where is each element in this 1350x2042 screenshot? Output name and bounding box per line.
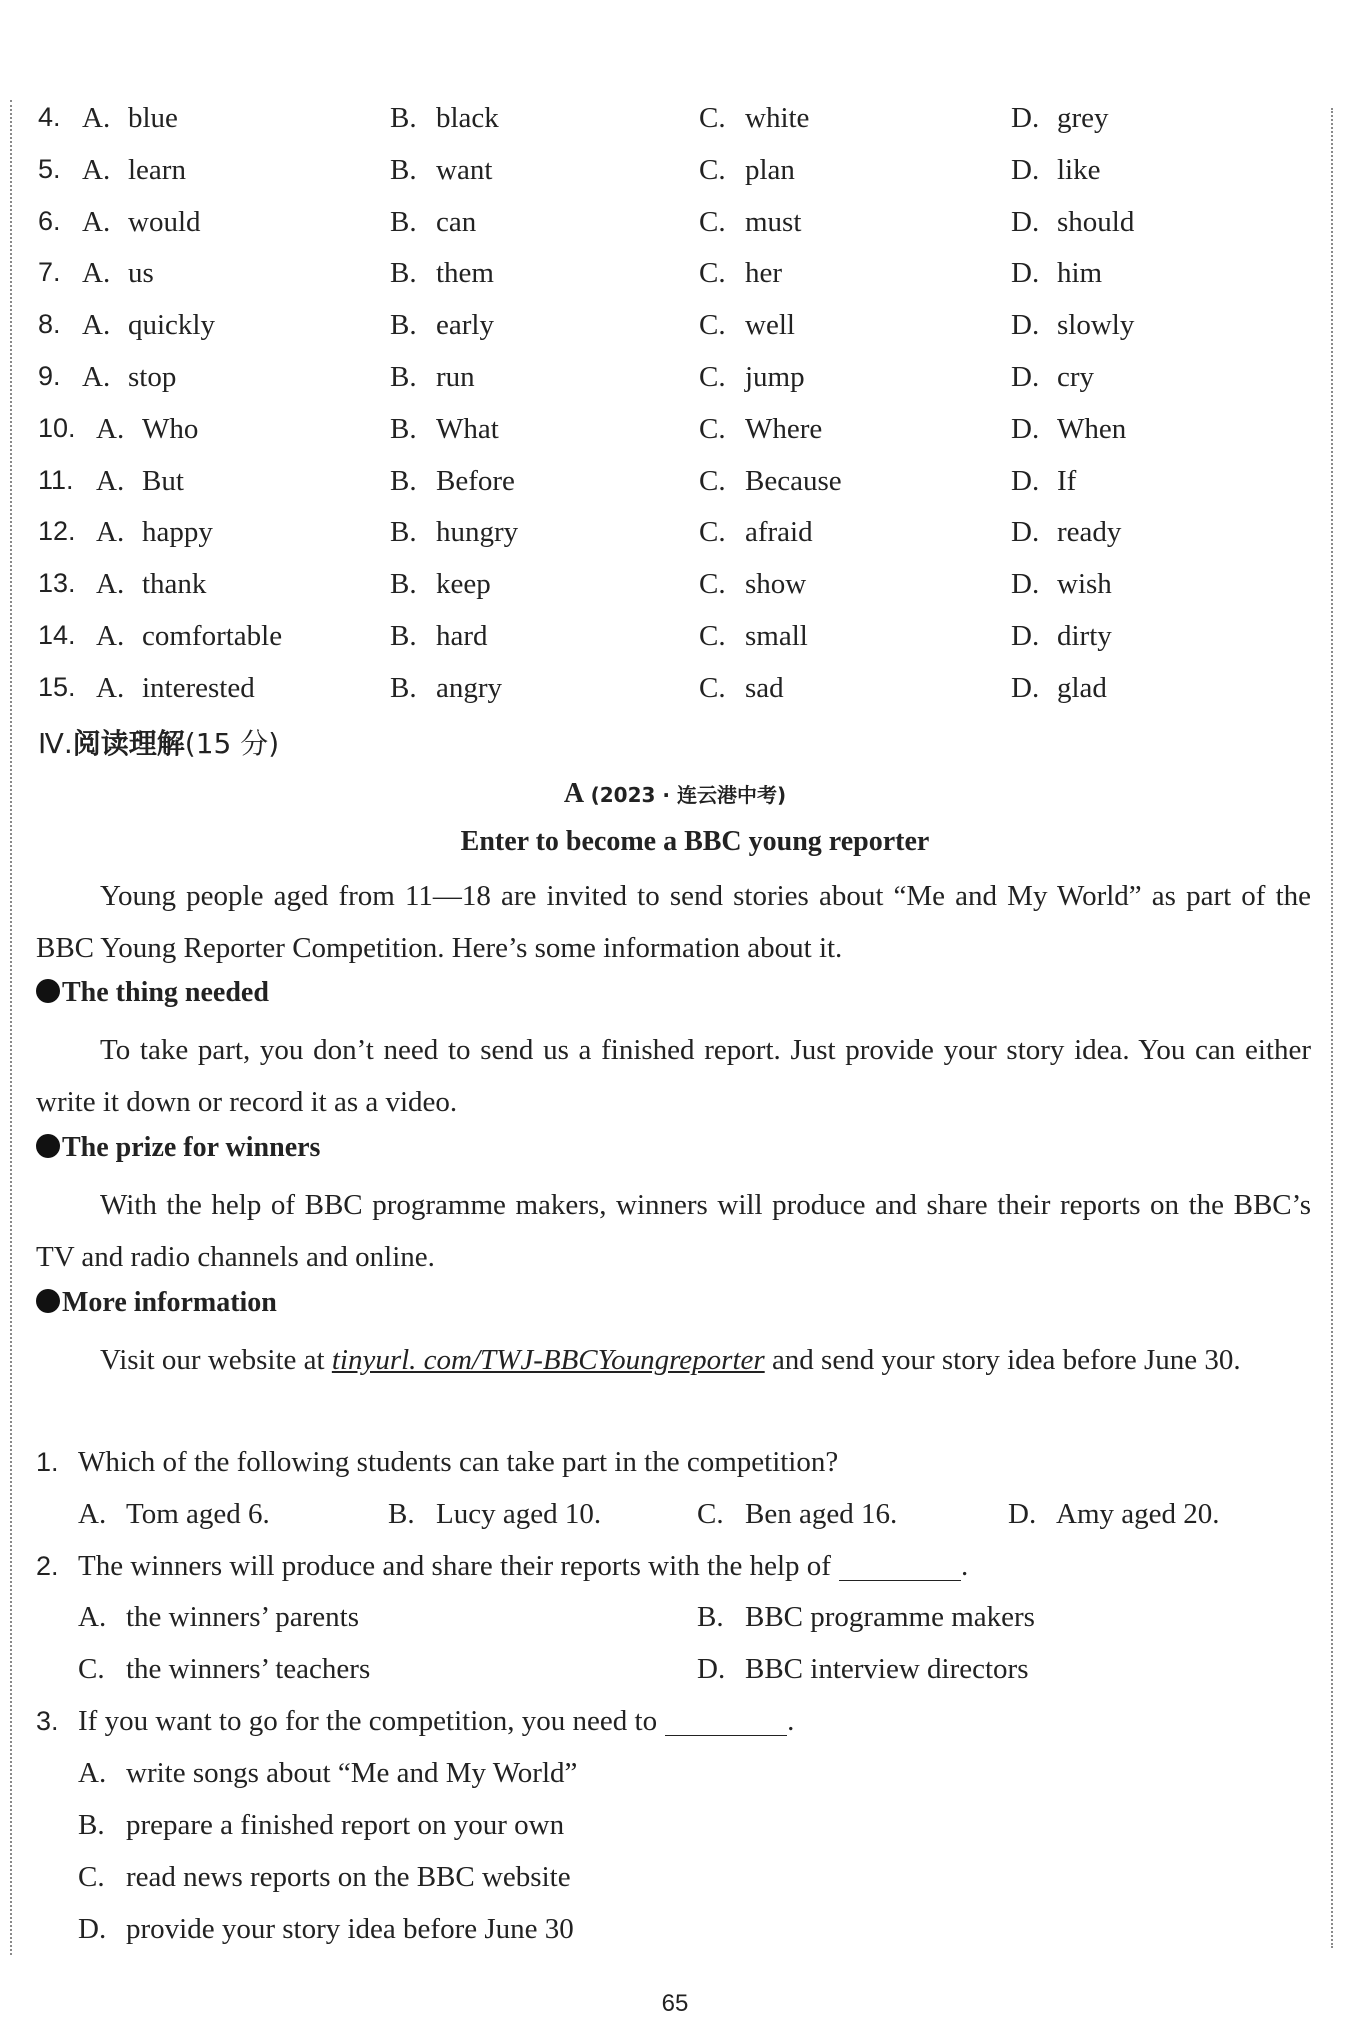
cloze-question-number: 7. — [38, 257, 61, 288]
cloze-row — [38, 257, 1318, 297]
q1-option-c[interactable]: C. Ben aged 16. — [697, 1498, 898, 1530]
cloze-row — [38, 568, 1318, 608]
cloze-row — [38, 309, 1318, 349]
cloze-option-b[interactable]: B. early — [390, 309, 494, 342]
q2-option-c[interactable]: C. the winners’ teachers — [78, 1653, 371, 1685]
section-title: 阅读理解 — [72, 727, 185, 760]
q2-option-b[interactable]: B. BBC programme makers — [697, 1601, 1035, 1633]
q1-option-a[interactable]: A. Tom aged 6. — [78, 1498, 270, 1530]
cloze-option-c[interactable]: C. small — [699, 620, 808, 652]
cloze-option-a[interactable]: A. comfortable — [96, 620, 283, 652]
cloze-option-c[interactable]: C. white — [699, 102, 810, 134]
passage-intro: Young people aged from 11—18 are invited to send stories about “Me and My World” as part of the BBC Young Reporter Competition. Here’s some information about it. — [36, 880, 1311, 964]
cloze-option-a[interactable]: A. quickly — [82, 309, 215, 342]
cloze-option-a[interactable]: A. interested — [96, 671, 255, 704]
cloze-option-d[interactable]: D. cry — [1011, 361, 1095, 393]
cloze-option-c[interactable]: C. Where — [699, 412, 823, 445]
cloze-option-c[interactable]: C. afraid — [699, 516, 813, 549]
cloze-option-a[interactable]: A. us — [82, 257, 154, 290]
question-1: 1. Which of the following students can take part in the competition? — [36, 1446, 839, 1478]
page-number: 65 — [661, 1990, 689, 2017]
paragraph-more-info: Visit our website at tinyurl. com/TWJ-BBCYoungreporter and send your story idea before June 30. — [100, 1344, 1241, 1376]
cloze-row — [38, 620, 1318, 660]
q3-option-d[interactable]: D. provide your story idea before June 30 — [78, 1913, 574, 1945]
cloze-option-d[interactable]: D. When — [1011, 412, 1127, 445]
cloze-option-b[interactable]: B. Before — [390, 464, 515, 497]
cloze-question-number: 14. — [38, 620, 76, 650]
q3-option-a[interactable]: A. write songs about “Me and My World” — [78, 1757, 578, 1789]
passage-title: Enter to become a BBC young reporter — [460, 826, 930, 857]
cloze-option-d[interactable]: D. like — [1011, 153, 1101, 186]
cloze-row — [38, 154, 1318, 194]
cloze-question-number: 4. — [38, 102, 61, 132]
cloze-row — [38, 361, 1318, 401]
cloze-option-b[interactable]: B. angry — [390, 671, 503, 704]
subheading-more-info: More information — [36, 1287, 277, 1319]
cloze-option-b[interactable]: B. want — [390, 153, 493, 186]
cloze-option-b[interactable]: B. keep — [390, 568, 491, 601]
cloze-option-d[interactable]: D. dirty — [1011, 620, 1112, 652]
cloze-option-a[interactable]: A. learn — [82, 153, 186, 186]
cloze-option-a[interactable]: A. would — [82, 205, 201, 238]
cloze-option-c[interactable]: C. well — [699, 309, 795, 342]
section-heading — [38, 722, 279, 762]
cloze-option-c[interactable]: C. jump — [699, 361, 805, 393]
cloze-option-d[interactable]: D. ready — [1011, 516, 1122, 549]
cloze-option-b[interactable]: B. hard — [390, 620, 488, 652]
right-margin-dotted-line — [1331, 108, 1333, 1948]
bullet-dot-icon — [36, 1134, 60, 1158]
cloze-option-c[interactable]: C. must — [699, 205, 802, 238]
q3-option-b[interactable]: B. prepare a finished report on your own — [78, 1809, 565, 1841]
paragraph-prize: With the help of BBC programme makers, winners will produce and share their reports on the BBC’s TV and radio channels and online. — [36, 1189, 1311, 1273]
question-2: 2. The winners will produce and share their reports with the help of . — [36, 1550, 969, 1582]
website-link[interactable]: tinyurl. com/TWJ-BBCYoungreporter — [331, 1344, 765, 1376]
answer-blank[interactable] — [665, 1734, 787, 1736]
cloze-option-b[interactable]: B. them — [390, 257, 494, 290]
cloze-option-d[interactable]: D. grey — [1011, 102, 1109, 134]
cloze-option-b[interactable]: B. run — [390, 361, 475, 393]
cloze-option-a[interactable]: A. But — [96, 464, 184, 497]
cloze-option-a[interactable]: A. stop — [82, 361, 177, 393]
cloze-option-c[interactable]: C. sad — [699, 671, 784, 704]
cloze-option-a[interactable]: A. thank — [96, 568, 207, 601]
cloze-option-b[interactable]: B. hungry — [390, 516, 519, 549]
q1-option-d[interactable]: D. Amy aged 20. — [1008, 1498, 1220, 1530]
answer-blank[interactable] — [839, 1579, 961, 1581]
cloze-question-number: 11. — [38, 464, 74, 495]
cloze-question-number: 12. — [38, 516, 76, 547]
passage-letter: A — [563, 778, 585, 809]
cloze-option-c[interactable]: C. plan — [699, 153, 795, 186]
cloze-option-d[interactable]: D. glad — [1011, 671, 1107, 704]
cloze-option-c[interactable]: C. Because — [699, 464, 842, 497]
cloze-option-b[interactable]: B. What — [390, 412, 499, 445]
cloze-option-c[interactable]: C. show — [699, 568, 807, 601]
passage-source: (2023 · 连云港中考) — [590, 783, 787, 807]
cloze-option-d[interactable]: D. wish — [1011, 568, 1112, 601]
cloze-row — [38, 516, 1318, 556]
cloze-question-number: 6. — [38, 205, 61, 236]
cloze-option-b[interactable]: B. can — [390, 205, 477, 238]
cloze-question-number: 13. — [38, 568, 76, 599]
subheading-prize: The prize for winners — [36, 1132, 320, 1164]
q3-option-c[interactable]: C. read news reports on the BBC website — [78, 1861, 571, 1893]
paragraph-thing-needed: To take part, you don’t need to send us a finished report. Just provide your story idea. You can either write it down or record it as a video. — [36, 1034, 1311, 1118]
bullet-dot-icon — [36, 1289, 60, 1313]
cloze-question-number: 8. — [38, 309, 61, 340]
cloze-option-a[interactable]: A. happy — [96, 516, 213, 549]
section-score: (15 分) — [184, 727, 280, 760]
cloze-row — [38, 672, 1318, 712]
q2-option-d[interactable]: D. BBC interview directors — [697, 1653, 1029, 1685]
section-roman-numeral: Ⅳ. — [38, 727, 73, 760]
cloze-question-number: 15. — [38, 671, 76, 702]
left-margin-dotted-line — [10, 100, 12, 1955]
cloze-option-d[interactable]: D. him — [1011, 257, 1103, 290]
cloze-row — [38, 102, 1318, 142]
cloze-option-b[interactable]: B. black — [390, 102, 499, 134]
cloze-option-d[interactable]: D. slowly — [1011, 309, 1135, 342]
q1-option-b[interactable]: B. Lucy aged 10. — [388, 1498, 602, 1530]
passage-source-line — [0, 778, 1350, 810]
question-3: 3. If you want to go for the competition, you need to . — [36, 1705, 795, 1737]
cloze-option-a[interactable]: A. blue — [82, 102, 178, 134]
cloze-question-number: 5. — [38, 153, 61, 184]
cloze-option-d[interactable]: D. If — [1011, 464, 1077, 497]
cloze-row — [38, 206, 1318, 246]
subheading-thing-needed: The thing needed — [36, 977, 269, 1009]
cloze-row — [38, 465, 1318, 505]
bullet-dot-icon — [36, 979, 60, 1003]
cloze-option-d[interactable]: D. should — [1011, 205, 1135, 238]
cloze-question-number: 9. — [38, 361, 61, 391]
q2-option-a[interactable]: A. the winners’ parents — [78, 1601, 359, 1633]
cloze-question-number: 10. — [38, 412, 76, 443]
cloze-row — [38, 413, 1318, 453]
cloze-option-c[interactable]: C. her — [699, 257, 783, 290]
cloze-option-a[interactable]: A. Who — [96, 412, 199, 445]
